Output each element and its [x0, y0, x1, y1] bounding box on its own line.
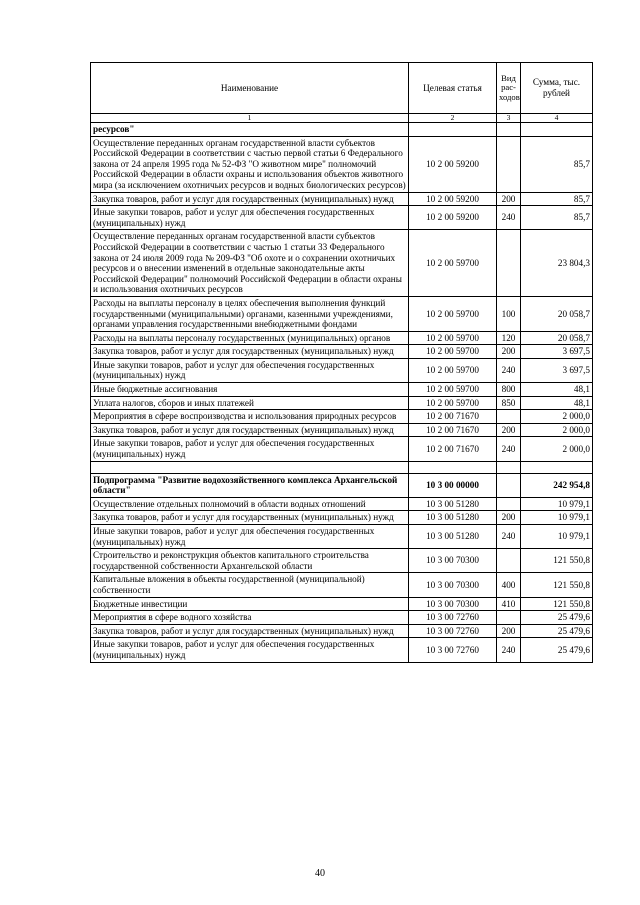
header-row — [91, 63, 593, 114]
header-expense-type: Вид рас-ходов — [497, 63, 521, 114]
table-row — [91, 206, 593, 230]
cell-target-article: 10 3 00 72760 — [409, 624, 497, 638]
cell-sum: 121 550,8 — [521, 573, 593, 597]
table-row — [91, 624, 593, 638]
cell-expense-type: 240 — [497, 437, 521, 461]
cell-expense-type — [497, 473, 521, 497]
cell-target-article: 10 2 00 59700 — [409, 296, 497, 331]
cell-sum — [521, 461, 593, 473]
cell-sum: 23 804,3 — [521, 230, 593, 297]
cell-expense-type — [497, 497, 521, 511]
cell-target-article: 10 3 00 70300 — [409, 549, 497, 573]
cell-target-article: 10 3 00 70300 — [409, 597, 497, 611]
cell-target-article: 10 2 00 59700 — [409, 331, 497, 345]
cell-name: Закупка товаров, работ и услуг для государственных (муниципальных) нужд — [91, 345, 409, 359]
cell-name: Подпрограмма "Развитие водохозяйственного комплекса Архангельской области" — [91, 473, 409, 497]
cell-target-article: 10 3 00 51280 — [409, 511, 497, 525]
cell-target-article: 10 3 00 51280 — [409, 525, 497, 549]
cell-target-article: 10 2 00 59700 — [409, 345, 497, 359]
cell-expense-type: 240 — [497, 638, 521, 662]
cell-expense-type — [497, 611, 521, 625]
cell-target-article: 10 2 00 59700 — [409, 358, 497, 382]
table-row — [91, 511, 593, 525]
cell-sum: 10 979,1 — [521, 525, 593, 549]
table-row — [91, 437, 593, 461]
cell-name: Мероприятия в сфере водного хозяйства — [91, 611, 409, 625]
cell-target-article: 10 3 00 00000 — [409, 473, 497, 497]
table-row — [91, 497, 593, 511]
table-row — [91, 461, 593, 473]
cell-expense-type — [497, 410, 521, 424]
cell-expense-type: 200 — [497, 423, 521, 437]
cell-sum: 121 550,8 — [521, 597, 593, 611]
cell-name: Уплата налогов, сборов и иных платежей — [91, 396, 409, 410]
cell-expense-type — [497, 136, 521, 192]
cell-sum: 2 000,0 — [521, 423, 593, 437]
cell-target-article: 10 2 00 71670 — [409, 423, 497, 437]
table-body — [91, 123, 593, 663]
table-row — [91, 192, 593, 206]
cell-sum: 48,1 — [521, 383, 593, 397]
cell-target-article: 10 2 00 59700 — [409, 383, 497, 397]
cell-name: ресурсов" — [91, 123, 409, 137]
cell-expense-type — [497, 123, 521, 137]
cell-expense-type: 200 — [497, 192, 521, 206]
header-name: Наименование — [91, 63, 409, 114]
cell-expense-type — [497, 461, 521, 473]
cell-name: Осуществление переданных органам государственной власти субъектов Российской Федерации в соответствии с частью первой статьи 6 Федерального закона от 24 апреля 1995 года № 52-ФЗ "О животном мире" полномочий Российской Федерации в области охраны и использования объектов животного мира (за исключением охотничьих ресурсов и водных биологических ресурсов) — [91, 136, 409, 192]
cell-name: Закупка товаров, работ и услуг для государственных (муниципальных) нужд — [91, 423, 409, 437]
cell-name: Иные закупки товаров, работ и услуг для обеспечения государственных (муниципальных) нужд — [91, 206, 409, 230]
cell-expense-type: 100 — [497, 296, 521, 331]
table-row — [91, 345, 593, 359]
cell-expense-type: 240 — [497, 206, 521, 230]
cell-name: Иные закупки товаров, работ и услуг для обеспечения государственных (муниципальных) нужд — [91, 525, 409, 549]
cell-sum: 25 479,6 — [521, 624, 593, 638]
header-target-article: Целевая статья — [409, 63, 497, 114]
cell-name: Иные закупки товаров, работ и услуг для обеспечения государственных (муниципальных) нужд — [91, 638, 409, 662]
page-number: 40 — [315, 868, 325, 879]
table-header — [91, 63, 593, 123]
header-column-numbers — [91, 114, 593, 123]
column-number: 2 — [409, 114, 497, 123]
table-row — [91, 573, 593, 597]
cell-expense-type: 240 — [497, 358, 521, 382]
column-number: 1 — [91, 114, 409, 123]
cell-sum: 48,1 — [521, 396, 593, 410]
cell-name: Расходы на выплаты персоналу государственных (муниципальных) органов — [91, 331, 409, 345]
cell-expense-type: 800 — [497, 383, 521, 397]
table-row — [91, 597, 593, 611]
cell-sum: 10 979,1 — [521, 497, 593, 511]
cell-target-article: 10 2 00 59200 — [409, 136, 497, 192]
table-row — [91, 230, 593, 297]
cell-target-article — [409, 461, 497, 473]
cell-name: Закупка товаров, работ и услуг для государственных (муниципальных) нужд — [91, 192, 409, 206]
cell-target-article: 10 3 00 72760 — [409, 611, 497, 625]
table-row — [91, 123, 593, 137]
cell-target-article: 10 2 00 59200 — [409, 192, 497, 206]
cell-sum: 85,7 — [521, 192, 593, 206]
cell-target-article: 10 3 00 51280 — [409, 497, 497, 511]
cell-target-article: 10 2 00 59700 — [409, 396, 497, 410]
cell-sum: 242 954,8 — [521, 473, 593, 497]
cell-sum: 20 058,7 — [521, 331, 593, 345]
cell-target-article: 10 2 00 71670 — [409, 410, 497, 424]
table-row — [91, 358, 593, 382]
table-row — [91, 296, 593, 331]
cell-sum: 2 000,0 — [521, 437, 593, 461]
table-row — [91, 331, 593, 345]
cell-sum: 85,7 — [521, 136, 593, 192]
cell-name: Строительство и реконструкция объектов капитального строительства государственной собственности Архангельской области — [91, 549, 409, 573]
table-row — [91, 423, 593, 437]
cell-target-article: 10 2 00 59700 — [409, 230, 497, 297]
cell-sum: 121 550,8 — [521, 549, 593, 573]
header-sum: Сумма, тыс. рублей — [521, 63, 593, 114]
table-row — [91, 396, 593, 410]
cell-expense-type — [497, 230, 521, 297]
column-number: 3 — [497, 114, 521, 123]
cell-sum: 25 479,6 — [521, 638, 593, 662]
table-row — [91, 383, 593, 397]
cell-name: Иные бюджетные ассигнования — [91, 383, 409, 397]
cell-expense-type — [497, 549, 521, 573]
cell-name: Закупка товаров, работ и услуг для государственных (муниципальных) нужд — [91, 511, 409, 525]
cell-name: Осуществление переданных органам государственной власти субъектов Российской Федерации в соответствии с частью 1 статьи 33 Федерального закона от 24 июля 2009 года № 209-ФЗ "Об охоте и о сохранении охотничьих ресурсов и о внесении изменений в отдельные законодательные акты Российской Федерации" полномочий Российской Федерации в области охраны и использования охотничьих ресурсов — [91, 230, 409, 297]
column-number: 4 — [521, 114, 593, 123]
cell-name: Мероприятия в сфере воспроизводства и использования природных ресурсов — [91, 410, 409, 424]
cell-name: Расходы на выплаты персоналу в целях обеспечения выполнения функций государственными (муниципальными) органами, казенными учреждениями, органами управления государственными внебюджетными фондами — [91, 296, 409, 331]
table-row — [91, 611, 593, 625]
cell-sum: 10 979,1 — [521, 511, 593, 525]
cell-expense-type: 400 — [497, 573, 521, 597]
cell-sum: 20 058,7 — [521, 296, 593, 331]
cell-sum — [521, 123, 593, 137]
table-row — [91, 473, 593, 497]
cell-name — [91, 461, 409, 473]
cell-sum: 25 479,6 — [521, 611, 593, 625]
cell-target-article — [409, 123, 497, 137]
cell-name: Закупка товаров, работ и услуг для государственных (муниципальных) нужд — [91, 624, 409, 638]
table-row — [91, 410, 593, 424]
table-row — [91, 136, 593, 192]
budget-table — [90, 62, 593, 663]
cell-sum: 3 697,5 — [521, 345, 593, 359]
cell-expense-type: 850 — [497, 396, 521, 410]
cell-expense-type: 240 — [497, 525, 521, 549]
cell-target-article: 10 2 00 59200 — [409, 206, 497, 230]
cell-target-article: 10 3 00 70300 — [409, 573, 497, 597]
cell-expense-type: 200 — [497, 624, 521, 638]
cell-expense-type: 120 — [497, 331, 521, 345]
cell-expense-type: 410 — [497, 597, 521, 611]
cell-target-article: 10 3 00 72760 — [409, 638, 497, 662]
cell-sum: 3 697,5 — [521, 358, 593, 382]
cell-name: Бюджетные инвестиции — [91, 597, 409, 611]
cell-target-article: 10 2 00 71670 — [409, 437, 497, 461]
cell-expense-type: 200 — [497, 511, 521, 525]
cell-name: Иные закупки товаров, работ и услуг для обеспечения государственных (муниципальных) нужд — [91, 358, 409, 382]
table-row — [91, 638, 593, 662]
table-row — [91, 525, 593, 549]
cell-name: Иные закупки товаров, работ и услуг для обеспечения государственных (муниципальных) нужд — [91, 437, 409, 461]
cell-name: Осуществление отдельных полномочий в области водных отношений — [91, 497, 409, 511]
cell-name: Капитальные вложения в объекты государственной (муниципальной) собственности — [91, 573, 409, 597]
cell-expense-type: 200 — [497, 345, 521, 359]
cell-sum: 85,7 — [521, 206, 593, 230]
table-row — [91, 549, 593, 573]
cell-sum: 2 000,0 — [521, 410, 593, 424]
